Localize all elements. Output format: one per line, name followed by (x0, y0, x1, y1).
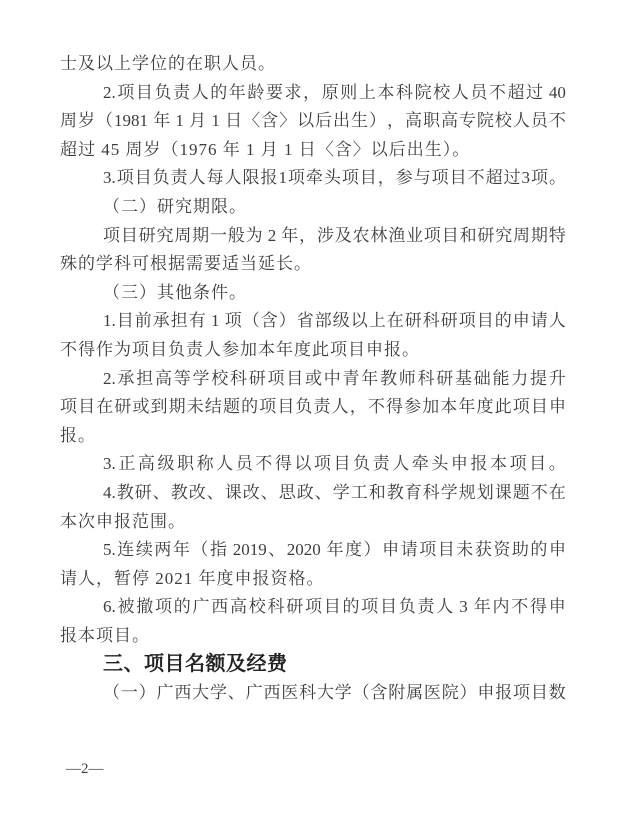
text-line: 报。 (60, 425, 96, 445)
section-heading: 三、项目名额及经费 (103, 653, 288, 676)
text-line: 5. 连 续 两 年 （ 指 2019 、 2020 年 度 ） 申 请 项 目 未 获 资 助 的 申 (103, 540, 566, 560)
page-number: —2— (66, 761, 104, 777)
text-line: 不得作为项目负责人参加本年度此项目申报。 (60, 339, 420, 359)
text-line: 3. 项 目 负 责 人 每 人 限 报 1 项 牵 头 项 目 ， 参 与 项 目 不 超 过 3 项 。 (103, 168, 566, 188)
text-line: 报本项目。 (60, 625, 150, 645)
text-line: 士及以上学位的在职人员。 (60, 54, 276, 73)
document-body (60, 50, 566, 708)
text-line: 2. 承 担 高 等 学 校 科 研 项 目 或 中 青 年 教 师 科 研 基 础 能 力 提 升 (103, 368, 566, 388)
text-line: 6. 被 撤 项 的 广 西 高 校 科 研 项 目 的 项 目 负 责 人 3 年 内 不 得 申 (103, 597, 566, 617)
text-line: （ 一 ） 广 西 大 学 、 广 西 医 科 大 学 （ 含 附 属 医 院 ） 申 报 项 目 数 (103, 683, 566, 703)
text-line: 2. 项 目 负 责 人 的 年 龄 要 求 ， 原 则 上 本 科 院 校 人 员 不 超 过 40 (103, 82, 566, 102)
text-line: 请人，暂停 2021 年度申报资格。 (60, 568, 325, 588)
text-line: 1. 目 前 承 担 有 1 项 （ 含 ） 省 部 级 以 上 在 研 科 研 项 目 的 申 请 人 (103, 311, 566, 331)
text-line: 项 目 在 研 或 到 期 未 结 题 的 项 目 负 责 人 ， 不 得 参 加 本 年 度 此 项 目 申 (60, 397, 566, 417)
text-line: 超过 45 周岁（1976 年 1 月 1 日〈含〉以后出生）。 (60, 139, 471, 159)
text-line: 周 岁 （ 1981 年 1 月 1 日 〈 含 〉 以 后 出 生 ） ， 高 职 高 专 院 校 人 员 不 (60, 111, 566, 131)
text-line: （三）其他条件。 (103, 282, 247, 302)
text-line: 殊的学科可根据需要适当延长。 (60, 254, 312, 274)
text-line: 4. 教 研 、 教 改 、 课 改 、 思 政 、 学 工 和 教 育 科 学 规 划 课 题 不 在 (103, 482, 566, 502)
text-line: 本次申报范围。 (60, 511, 186, 531)
text-line: 3. 正 高 级 职 称 人 员 不 得 以 项 目 负 责 人 牵 头 申 报 本 项 目 。 (103, 454, 566, 474)
text-line: 项 目 研 究 周 期 一 般 为 2 年 ， 涉 及 农 林 渔 业 项 目 和 研 究 周 期 特 (103, 225, 566, 245)
text-line: （二）研究期限。 (103, 196, 247, 216)
